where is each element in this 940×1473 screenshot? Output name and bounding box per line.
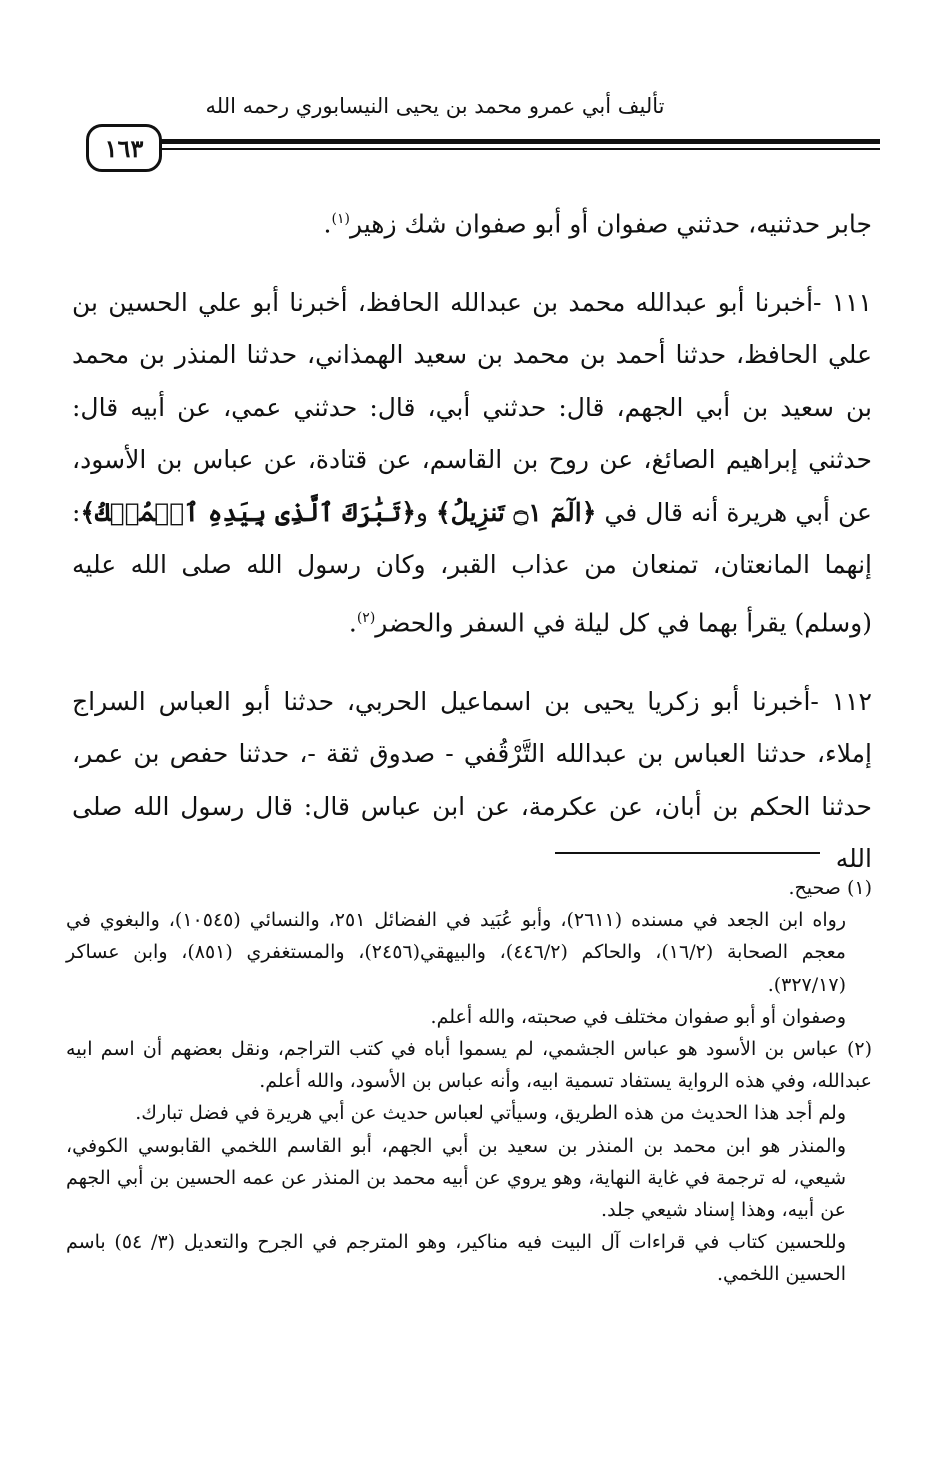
footnotes — [66, 872, 872, 1291]
header-rule-thin — [160, 148, 880, 150]
footnote-2-para-1: (٢) عباس بن الأسود هو عباس الجشمي، لم يسموا أباه في كتب التراجم، ونقل بعضهم أن اسم ابيه عبدالله، وفي هذه الرواية يستفاد تسمية ابيه، وأنه عباس بن الأسود، والله أعلم. — [66, 1038, 872, 1093]
paragraph-112-text: ١١٢ -أخبرنا أبو زكريا يحيى بن اسماعيل الحربي، حدثنا أبو العباس السراج إملاء، حدثنا العباس بن عبدالله التَّرْقُفي - صدوق ثقة -، حدثنا حفص بن عمر، حدثنا الحكم بن أبان، عن عكرمة، عن ابن عباس قال: قال رسول الله صلى الله — [72, 686, 872, 874]
footnote-1-note: وصفوان أو أبو صفوان مختلف في صحبته، والله أعلم. — [430, 1005, 846, 1028]
page-number-box — [86, 124, 162, 172]
paragraph-1 — [72, 193, 872, 251]
paragraph-111-end: . — [348, 608, 357, 638]
paragraph-111-text-2: : إنهما المانعتان، تمنعان من عذاب القبر، وكان رسول الله صلى الله عليه (وسلم) يقرأ بهما في كل ليلة في السفر والحضر — [72, 497, 872, 638]
running-header-title: تأليف أبي عمرو محمد بن يحيى النيسابوري رحمه الله — [205, 94, 665, 118]
footnote-2-para-3: والمنذر هو ابن محمد بن المنذر بن سعيد بن أبي الجهم، أبو القاسم اللخمي القابوسي الكوفي، شيعي، له ترجمة في غاية النهاية، وهو يروي عن أبيه محمد بن المنذر عن عمه الحسين بن أبي الجهم عن أبيه، وهذا إسناد شيعي جلد. — [66, 1134, 846, 1222]
paragraph-111-text-1: ١١١ -أخبرنا أبو عبدالله محمد بن عبدالله الحافظ، أخبرنا أبو علي الحسين بن علي الحافظ، حدثنا أحمد بن محمد بن سعيد الهمذاني، حدثنا المنذر بن محمد بن سعيد بن أبي الجهم، قال: حدثني أبي، قال: حدثني عمي، عن أبيه قال: حدثني إبراهيم الصائغ، عن روح بن القاسم، عن قتادة، عن عباس بن الأسود، عن أبي هريرة أنه قال في — [72, 287, 872, 527]
quran-quote-tabarak: ﴿تَبَٰرَكَ ٱلَّذِى بِيَدِهِ ٱلۡمُلۡكُ﴾ — [80, 497, 416, 527]
page-number: ١٦٣ — [104, 133, 144, 163]
paragraph-1-end: . — [323, 209, 332, 239]
footnote-separator — [555, 852, 820, 854]
main-text — [72, 193, 872, 886]
quran-quote-alif-lam-mim: ﴿الٓمٓ ۝١ تَنزِيلُ﴾ — [436, 497, 597, 527]
footnote-2-para-2: ولم أجد هذا الحديث من هذه الطريق، وسيأتي لعباس حديث عن أبي هريرة في فضل تبارك. — [135, 1102, 846, 1125]
footnote-2-para-4: وللحسين كتاب في قراءات آل البيت فيه مناكير، وهو المترجم في الجرح والتعديل (٣/ ٥٤) باسم الحسين اللخمي. — [66, 1231, 846, 1286]
footnote-1-heading: (١) صحيح. — [788, 877, 872, 899]
footnote-ref-2: (٢) — [356, 609, 376, 626]
footnote-1-sources: رواه ابن الجعد في مسنده (٢٦١١)، وأبو عُبَيد في الفضائل ٢٥١، والنسائي (١٠٥٤٥)، والبغوي في معجم الصحابة (١٦/٢)، والحاكم (٤٤٦/٢)، والبيهقي(٢٤٥٦)، والمستغفري (٨٥١)، وابن عساكر (٣٢٧/١٧). — [66, 909, 847, 996]
paragraph-112 — [72, 676, 872, 886]
footnote-ref-1: (١) — [331, 211, 350, 227]
paragraph-111 — [72, 277, 872, 650]
header-rule-thick — [160, 139, 880, 144]
paragraph-1-text: جابر حدثنيه، حدثني صفوان أو أبو صفوان شك زهير — [349, 209, 872, 239]
conjunction-wa: و — [415, 497, 436, 527]
